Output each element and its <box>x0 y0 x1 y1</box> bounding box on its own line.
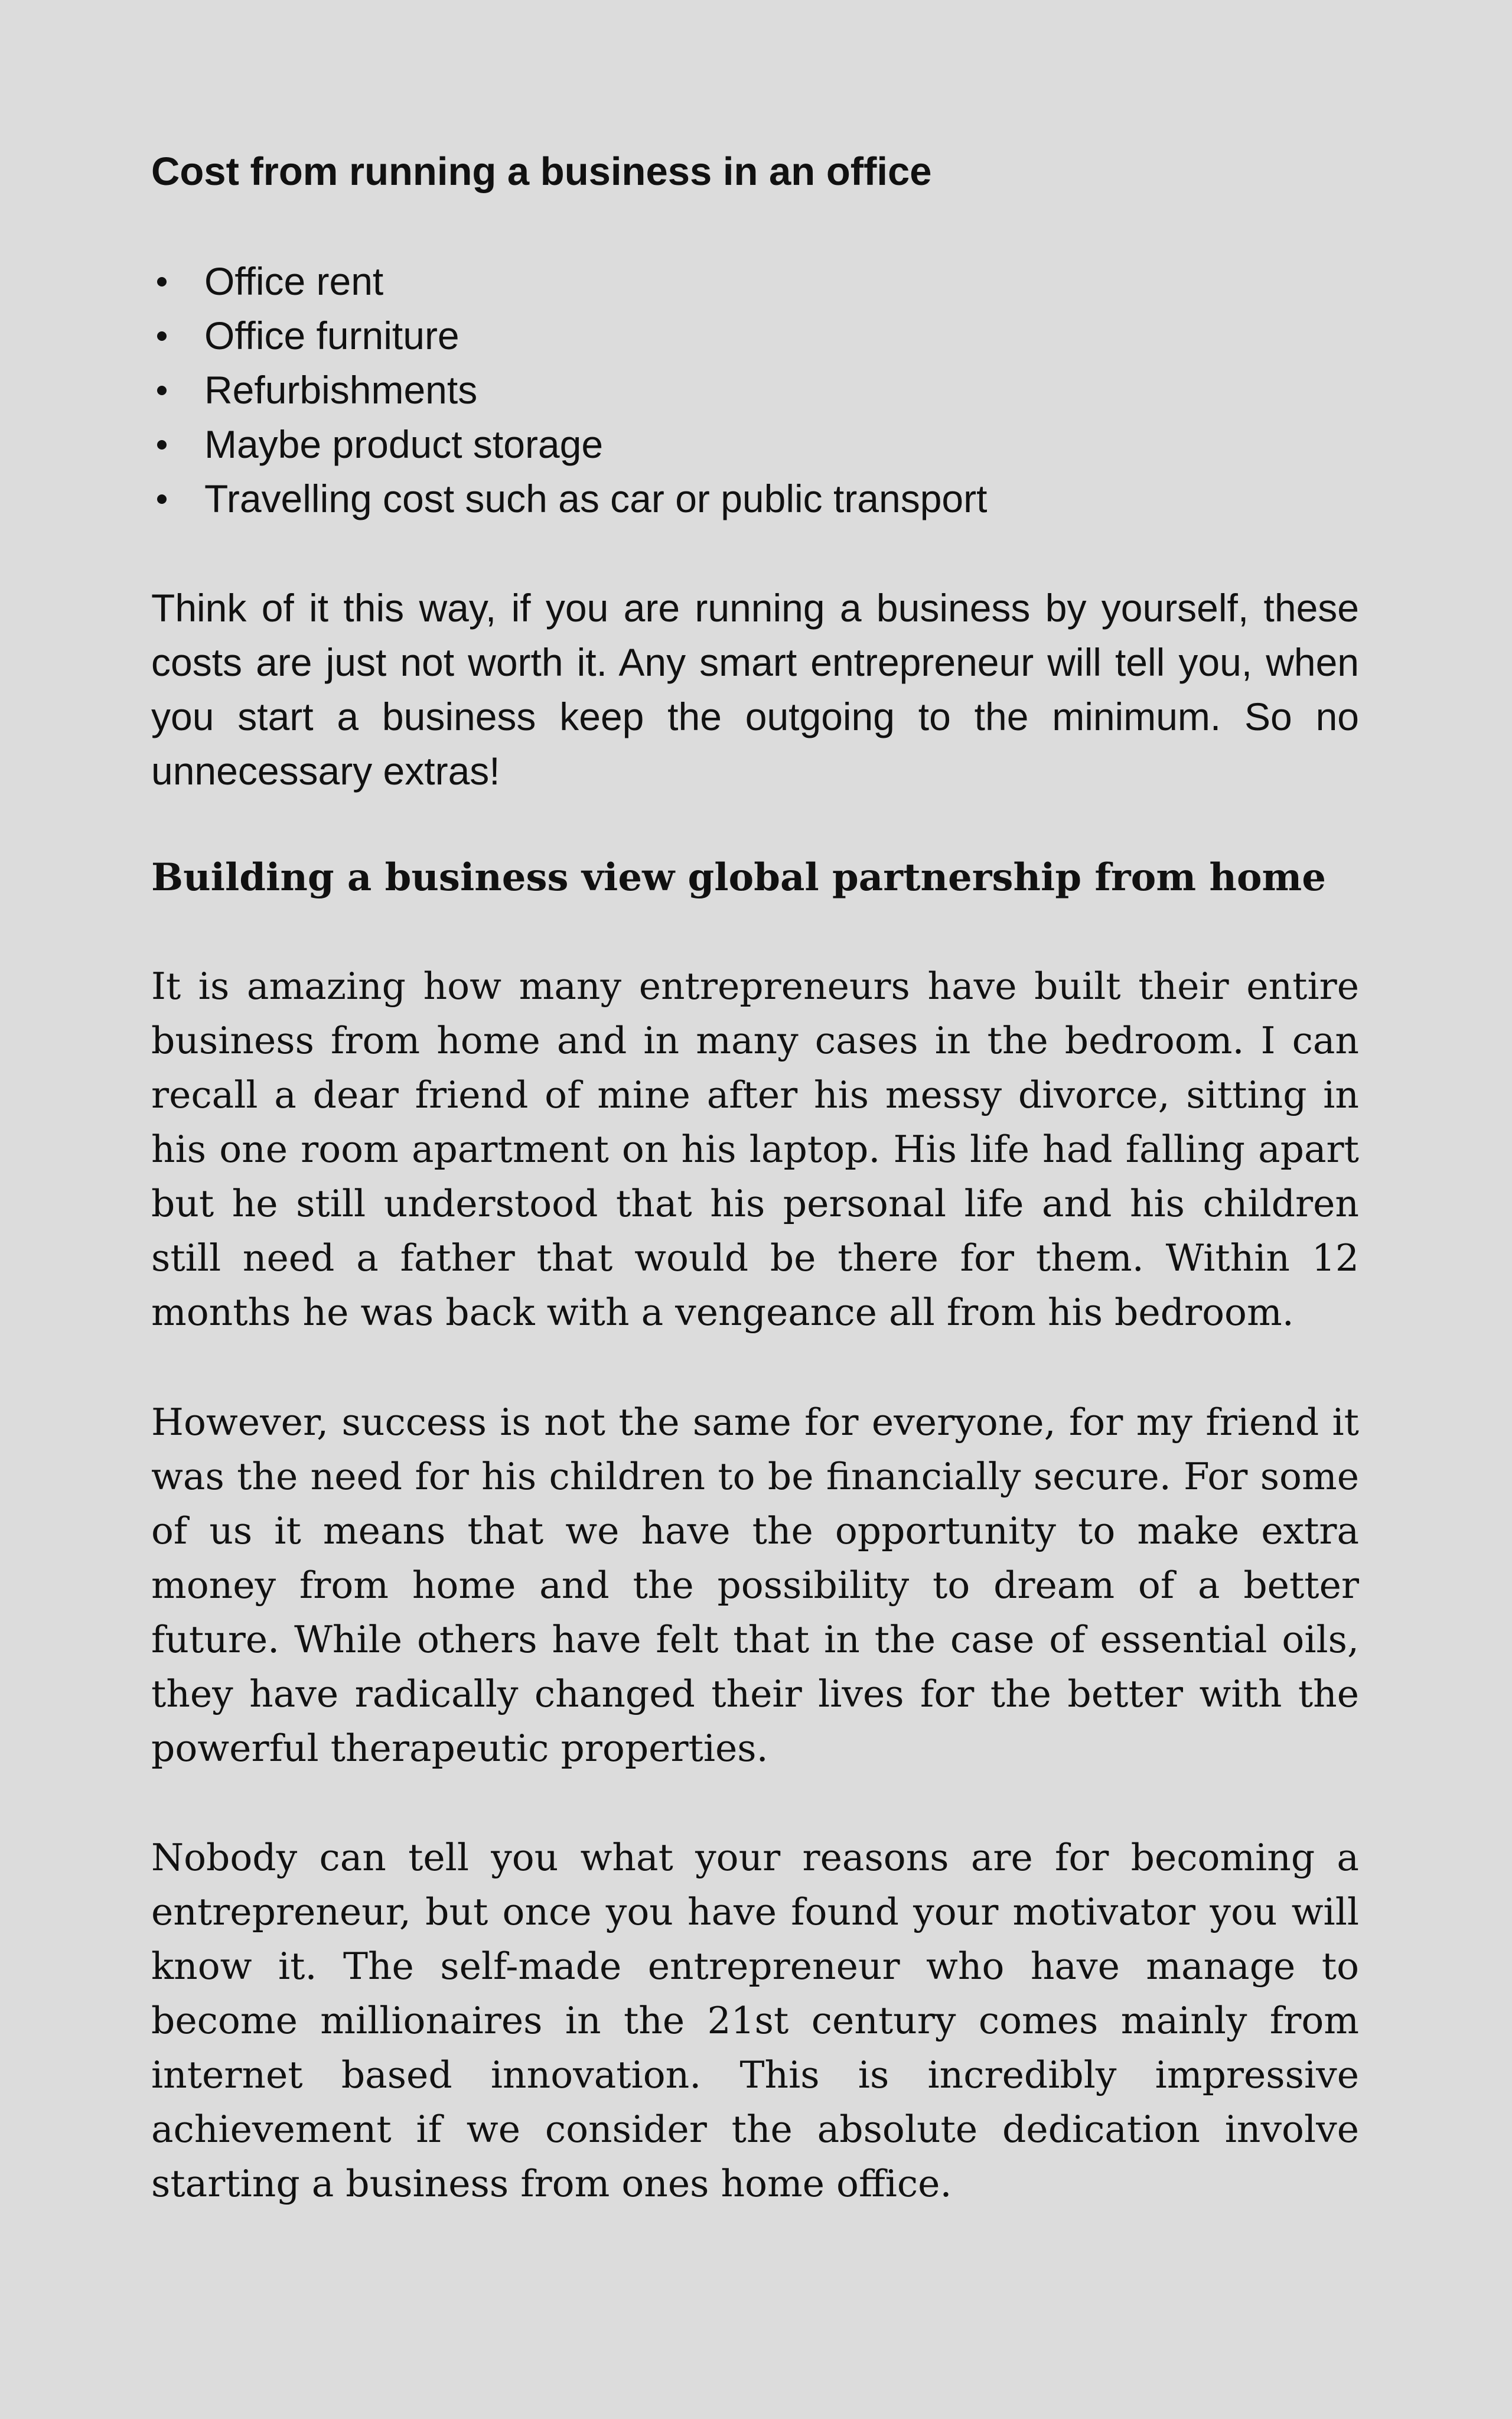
body-paragraph-1: It is amazing how many entrepreneurs have built their entire business from home and in many cases in the bedroom. I can recall a dear friend of mine after his messy divorce, sitting in his one room apartment on his laptop. His life had falling apart but he still understood that his personal life and his children still need a father that would be there for them. Within 12 months he was back with a vengeance all from his bedroom. <box>151 965 1359 1334</box>
bullet-icon <box>157 386 167 395</box>
list-item-text: Office furniture <box>204 314 460 357</box>
bullet-icon <box>157 277 167 286</box>
list-item <box>151 471 1359 526</box>
list-item <box>151 417 1359 471</box>
office-costs-paragraph: Think of it this way, if you are running a business by yourself, these costs are just not worth it. Any smart entrepreneur will tell you, when you start a business keep the outgoing to the minimum. So no unnecessary extras! <box>151 586 1359 793</box>
section-heading-home-business: Building a business view global partnership from home <box>151 855 1326 900</box>
bullet-icon <box>157 331 167 341</box>
bullet-icon <box>157 440 167 450</box>
list-item <box>151 308 1359 363</box>
list-item-text: Maybe product storage <box>204 422 604 466</box>
bullet-icon <box>157 494 167 504</box>
list-item <box>151 254 1359 308</box>
body-paragraph-3: Nobody can tell you what your reasons are for becoming a entrepreneur, but once you have found your motivator you will know it. The self-made entrepreneur who have manage to become millionaires in the 21st century comes mainly from internet based innovation. This is incredibly impressive achievement if we consider the absolute dedication involve starting a business from ones home office. <box>151 1836 1359 2205</box>
office-cost-list <box>151 254 1359 526</box>
body-paragraph-2: However, success is not the same for everyone, for my friend it was the need for his children to be financially secure. For some of us it means that we have the opportunity to make extra money from home and the possibility to dream of a better future. While others have felt that in the case of essential oils, they have radically changed their lives for the better with the powerful therapeutic properties. <box>151 1401 1359 1770</box>
section-heading-office-costs: Cost from running a business in an office <box>151 149 932 194</box>
list-item <box>151 363 1359 417</box>
list-item-text: Office rent <box>204 259 384 303</box>
list-item-text: Refurbishments <box>204 368 478 412</box>
list-item-text: Travelling cost such as car or public transport <box>204 477 988 520</box>
